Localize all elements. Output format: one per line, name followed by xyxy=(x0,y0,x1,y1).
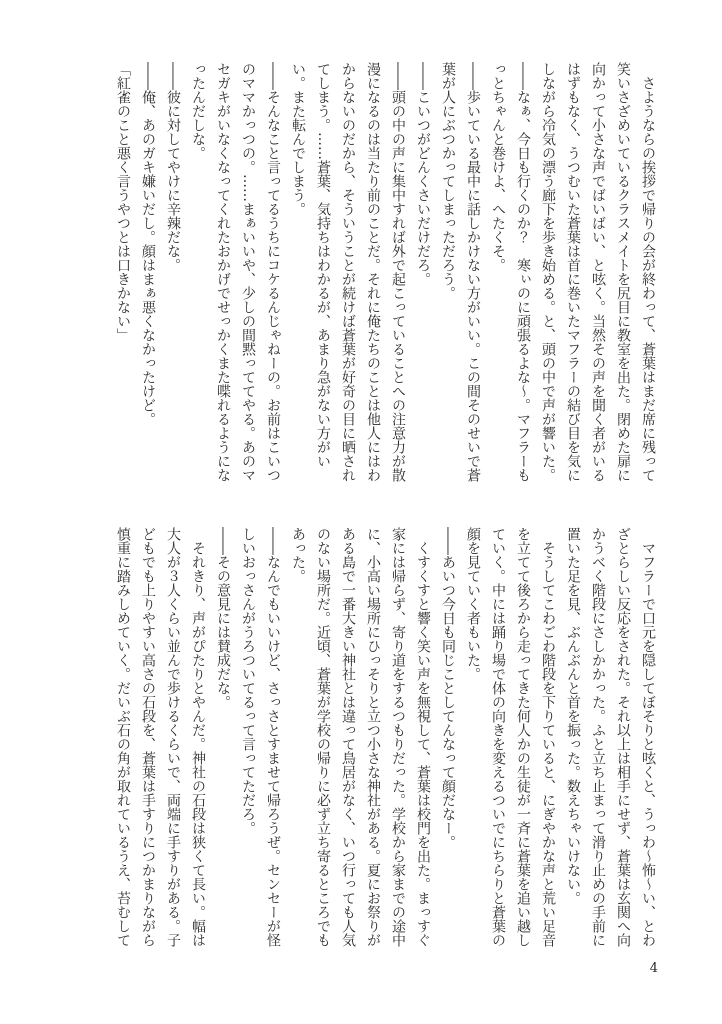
paragraph: ――彼に対してやけに辛辣だな。 xyxy=(165,62,181,272)
paragraph: さようならの挨拶で帰りの会が終わって、蒼葉はまだ席に残って笑いさざめいているクラスメイトを尻目に教室を出た。閉めた扉に向かって小さな声でばいばい、と呟く。当然その声を聞く者がいるはずもなく、うつむいた蒼葉は首に巻いたマフラーの結び目を気にしながら冷気の漂う廊下を歩き始める。と、頭の中で声が響いた。 xyxy=(540,62,656,482)
paragraph: ――なぁ、今日も行くのか？ 寒ぃのに頑張るよな～。マフラーもっとちゃんと巻けよ、へたくそ。 xyxy=(490,62,531,482)
paragraph: ――頭の中の声に集中すれば外で起こっていることへの注意力が散漫になるのは当たり前のことだ。それに俺たちのことは他人にはわからないのだから、そういうことが続けば蒼葉が好奇の目に晒されてしまう。……蒼葉、気持ちはわかるが、あまり急がない方がいい。また転んでしまう。 xyxy=(290,62,406,482)
paragraph: そうしてこわごわ階段を下りていると、にぎやかな声と荒い足音を立てて後ろから走ってきた何人かの生徒が一斉に蒼葉を追い越していく。中には踊り場で体の向きを変えるついでにちらりと蒼葉の顔を見ていく者もいた。 xyxy=(465,527,556,947)
paragraph: ――俺、あのガキ嫌いだし。顔はまぁ悪くなかったけど。 xyxy=(140,62,156,426)
paragraph: ――歩いている最中に話しかけない方がいい。この間そのせいで蒼葉が人にぶつかってしまっただろう。 xyxy=(440,62,481,482)
paragraph: 「紅雀のこと悪く言うやつとは口きかない」 xyxy=(115,62,131,342)
paragraph: ――そんなこと言ってるうちにコケるんじゃねーの。お前はこいつのママかっつの。……まぁいいや、少しの間黙っててやる。あのマセガキがいなくなってくれたおかげでせっかくまた喋れるようになったんだしな。 xyxy=(190,62,281,482)
paragraph: くすくすと響く笑い声を無視して、蒼葉は校門を出た。まっすぐ家には帰らず、寄り道をするつもりだった。学校から家までの途中に、小高い場所にひっそりと立つ小さな神社がある。夏にお祭りがある島で一番大きい神社とは違って鳥居がなく、いつ行っても人気のない場所だ。近頃、蒼葉が学校の帰りに必ず立ち寄るところでもあった。 xyxy=(290,527,431,947)
text-band-upper xyxy=(108,62,660,486)
paragraph: マフラーで口元を隠してぼそりと呟くと、うっわ～怖～い、とわざとらしい反応をされた。それ以上は相手にせず、蒼葉は玄関へ向かうべく階段にさしかかった。ふと立ち止まって滑り止めの手前に置いた足を見、ぶんぶんと首を振った。数えちゃいけない。 xyxy=(565,527,656,947)
text-band-lower xyxy=(108,527,660,951)
paragraph: ――こいつがどんくさいだけだろ。 xyxy=(415,62,431,286)
paragraph: ――あいつ今日も同じことしてんなって顔だなー。 xyxy=(440,527,456,849)
paragraph: ――その意見には賛成だな。 xyxy=(215,527,231,709)
paragraph: それきり、声がぴたりとやんだ。神社の石段は狭くて長い。幅は大人が３人くらい並んで歩けるくらいで、両端に手すりがある。子どもでも上りやすい高さの石段を、蒼葉は手すりにつかまりながら慎重に踏みしめていく。だいぶ石の角が取れているうえ、苔むして xyxy=(115,527,206,947)
paragraph: ――なんでもいいけど、さっさとすませて帰ろうぜ。センセーが怪しいおっさんがうろついてるって言ってただろ。 xyxy=(240,527,281,947)
page-number: 4 xyxy=(649,961,658,976)
